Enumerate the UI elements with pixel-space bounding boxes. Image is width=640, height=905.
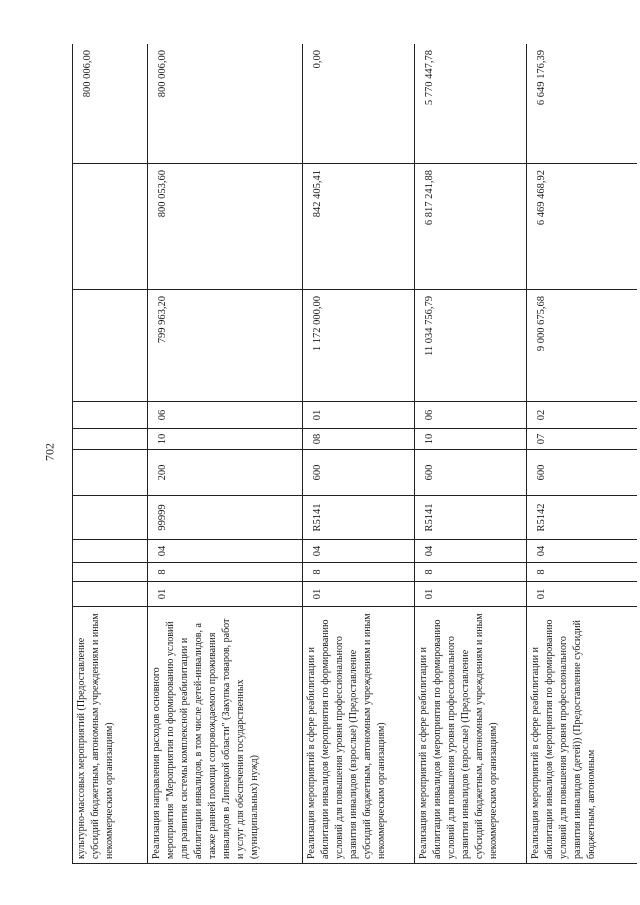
direction-code: R5141	[415, 496, 527, 540]
amount-1	[73, 290, 148, 402]
amount-2: 6 469 468,92	[527, 164, 638, 290]
amount-1: 9 000 675,68	[527, 290, 638, 402]
direction-code: R5141	[303, 496, 415, 540]
table-row	[73, 44, 148, 864]
page-number: 702	[42, 443, 57, 461]
expense-type-code	[73, 450, 148, 496]
amount-2	[73, 164, 148, 290]
row-name: Реализация направления расходов основного мероприятия "Мероприятия по формированию условий для развития системы комплексной реабилитации и абилитации инвалидов, в том числе детей-инвалидов, а также ранней помощи сопровождаемого проживания инвалидов в Липецкой области" (Закупка товаров, работ и услуг для обеспечения государственных (муниципальных) нужд)	[148, 607, 303, 864]
amount-3: 5 770 447,78	[415, 44, 527, 164]
table-row	[303, 44, 415, 864]
program-code: 01	[148, 582, 303, 607]
event-code: 04	[148, 540, 303, 563]
row-name: культурно-массовых мероприятий (Предоставление субсидий бюджетным, автономным учреждениям и иным некоммерческим организациям)	[73, 607, 148, 864]
program-code: 01	[303, 582, 415, 607]
expense-type-code: 600	[415, 450, 527, 496]
subprogram-code: 8	[303, 563, 415, 582]
amount-2: 6 817 241,88	[415, 164, 527, 290]
direction-code: 99999	[148, 496, 303, 540]
section-code: 07	[527, 429, 638, 450]
amount-1: 1 172 000,00	[303, 290, 415, 402]
expense-type-code: 600	[303, 450, 415, 496]
table-row	[415, 44, 527, 864]
event-code: 04	[527, 540, 638, 563]
table-row	[527, 44, 638, 864]
row-name: Реализация мероприятий в сфере реабилитации и абилитации инвалидов (мероприятия по формированию условий для повышения уровня профессионального развития инвалидов (взрослые) (Предоставление субсидий бюджетным, автономным учреждениям и иным некоммерческим организациям)	[303, 607, 415, 864]
subprogram-code: 8	[148, 563, 303, 582]
subprogram-code	[73, 563, 148, 582]
amount-2: 842 405,41	[303, 164, 415, 290]
row-name: Реализация мероприятий в сфере реабилитации и абилитации инвалидов (мероприятия по формированию условий для повышения уровня профессионального развития инвалидов (взрослые) (Предоставление субсидий бюджетным, автономным учреждениям и иным некоммерческим организациям)	[415, 607, 527, 864]
direction-code: R5142	[527, 496, 638, 540]
amount-3: 800 006,00	[148, 44, 303, 164]
amount-3: 6 649 176,39	[527, 44, 638, 164]
amount-3: 0,00	[303, 44, 415, 164]
amount-1: 11 034 756,79	[415, 290, 527, 402]
subsection-code: 06	[415, 402, 527, 429]
program-code	[73, 582, 148, 607]
subsection-code: 06	[148, 402, 303, 429]
section-code	[73, 429, 148, 450]
subprogram-code: 8	[415, 563, 527, 582]
row-name: Реализация мероприятий в сфере реабилитации и абилитации инвалидов (мероприятия по формированию условий для повышения уровня профессионального развития инвалидов (детей)) (Предоставление субсидий бюджетным, автономным	[527, 607, 638, 864]
subsection-code: 02	[527, 402, 638, 429]
event-code	[73, 540, 148, 563]
amount-1: 799 963,20	[148, 290, 303, 402]
subsection-code: 01	[303, 402, 415, 429]
event-code: 04	[303, 540, 415, 563]
section-code: 10	[415, 429, 527, 450]
event-code: 04	[415, 540, 527, 563]
expense-type-code: 200	[148, 450, 303, 496]
expense-type-code: 600	[527, 450, 638, 496]
amount-3: 800 006,00	[73, 44, 148, 164]
direction-code	[73, 496, 148, 540]
subsection-code	[73, 402, 148, 429]
program-code: 01	[415, 582, 527, 607]
program-code: 01	[527, 582, 638, 607]
subprogram-code: 8	[527, 563, 638, 582]
section-code: 10	[148, 429, 303, 450]
budget-table	[72, 44, 637, 864]
amount-2: 800 053,60	[148, 164, 303, 290]
section-code: 08	[303, 429, 415, 450]
table-row	[148, 44, 303, 864]
